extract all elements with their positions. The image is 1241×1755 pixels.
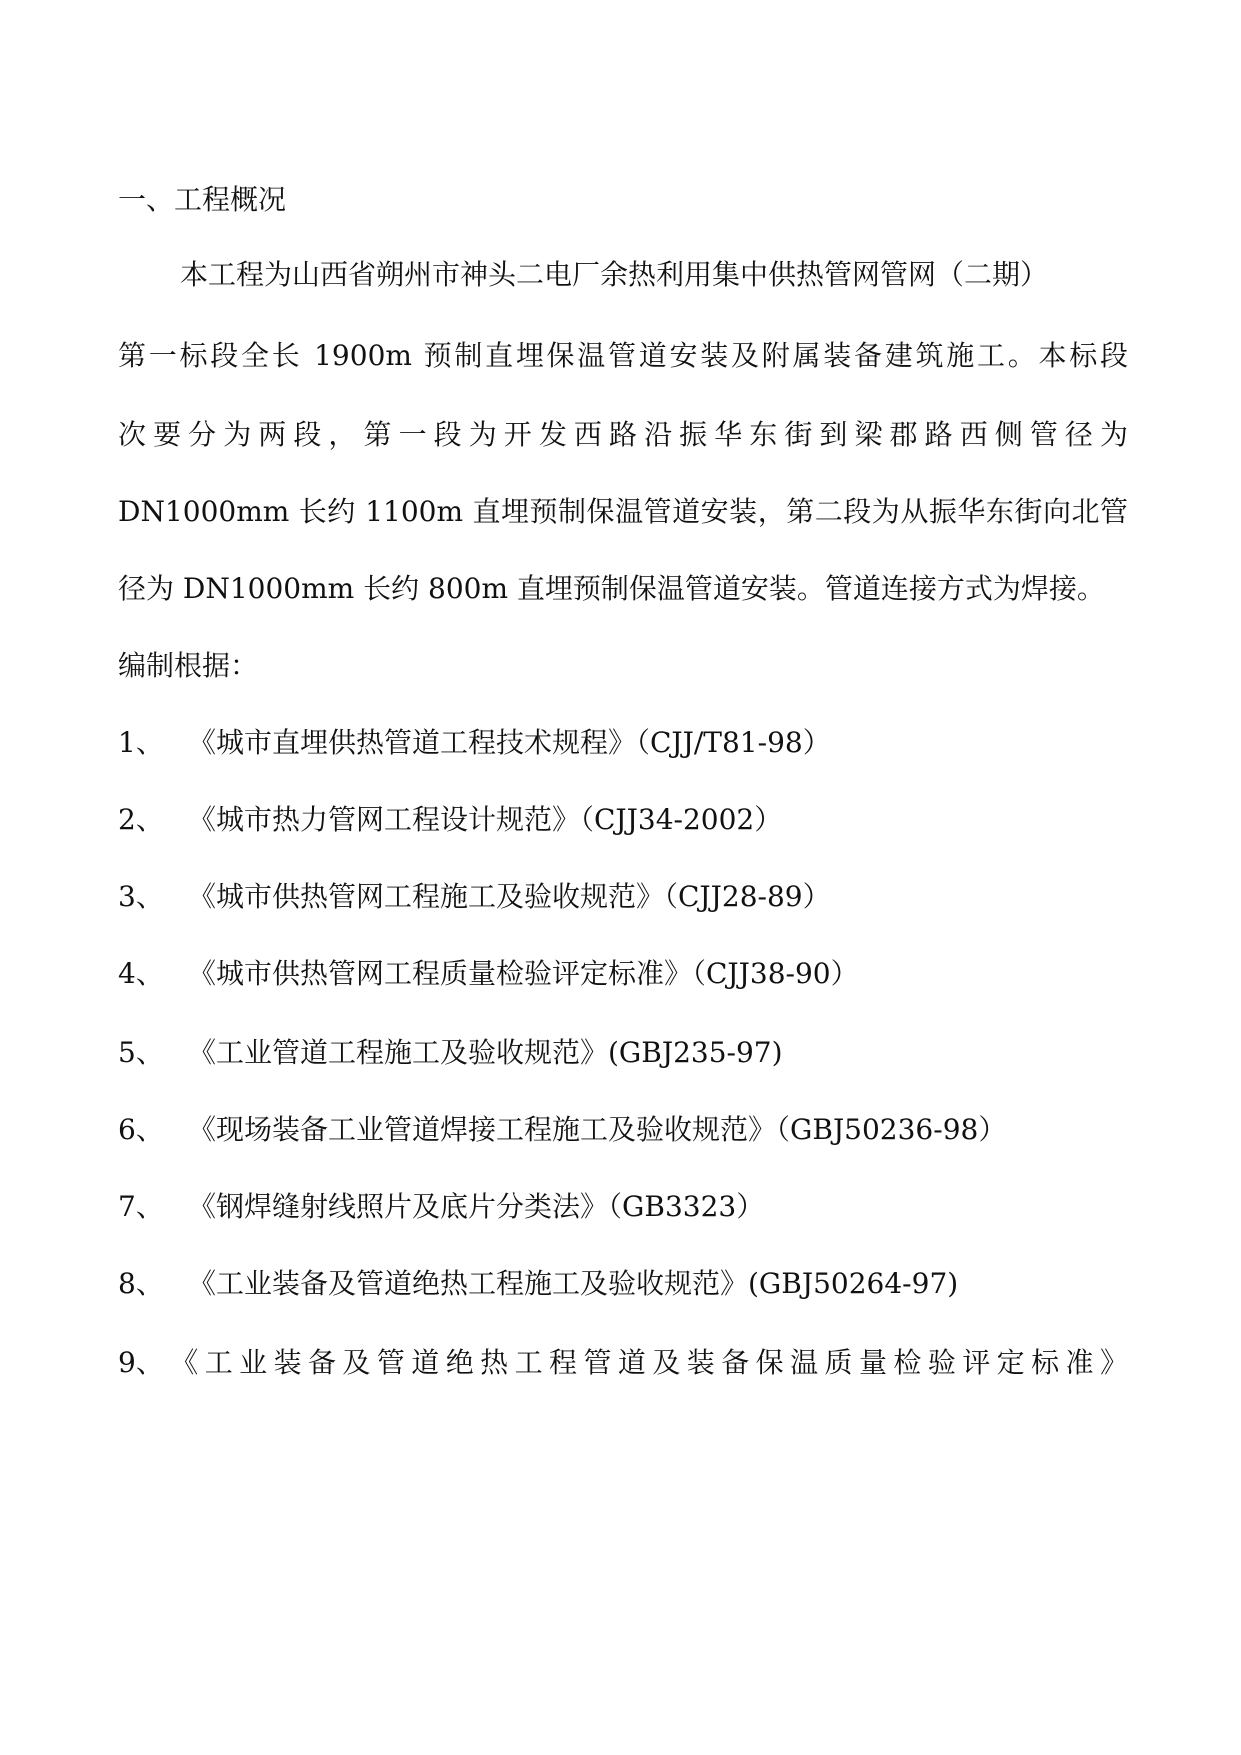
reference-item-4: [118, 954, 1128, 994]
reference-number: 6、: [118, 1113, 164, 1146]
intro-line-2: 第一标段全长 1900m 预制直埋保温管道安装及附属装备建筑施工。本标段: [118, 339, 1128, 372]
reference-number: 1、: [118, 726, 164, 759]
reference-item-8: [118, 1264, 1128, 1304]
reference-item-3: [118, 877, 1128, 917]
reference-number: 5、: [118, 1036, 164, 1069]
reference-item-7: [118, 1187, 1128, 1227]
reference-text: 《现场装备工业管道焊接工程施工及验收规范》（GBJ50236-98）: [188, 1113, 1007, 1146]
basis-heading: 编制根据：: [118, 649, 259, 682]
reference-item-9: [118, 1343, 1128, 1383]
reference-item-1: [118, 723, 1128, 763]
intro-line-3: 次要分为两段，第一段为开发西路沿振华东街到梁郡路西侧管径为: [118, 418, 1128, 451]
reference-text: 《钢焊缝射线照片及底片分类法》（GB3323）: [188, 1190, 765, 1223]
section-title: 一、工程概况: [118, 183, 287, 216]
reference-number: 2、: [118, 803, 164, 836]
reference-text: 《工业管道工程施工及验收规范》(GBJ235-97): [188, 1036, 783, 1069]
reference-text: 《城市直埋供热管道工程技术规程》（CJJ/T81-98）: [188, 726, 831, 759]
reference-item-2: [118, 800, 1128, 840]
reference-text: 《工业装备及管道绝热工程施工及验收规范》(GBJ50264-97): [188, 1267, 959, 1300]
reference-number: 3、: [118, 880, 164, 913]
intro-line-4: DN1000mm 长约 1100m 直埋预制保温管道安装，第二段为从振华东街向北管: [118, 495, 1128, 528]
reference-text: 《城市供热管网工程质量检验评定标准》（CJJ38-90）: [188, 957, 859, 990]
reference-text: 《工业装备及管道绝热工程管道及装备保温质量检验评定标准》: [163, 1346, 1128, 1379]
reference-number: 8、: [118, 1267, 164, 1300]
reference-number: 7、: [118, 1190, 164, 1223]
reference-number: 9、: [118, 1346, 164, 1379]
reference-item-6: [118, 1110, 1128, 1150]
reference-text: 《城市热力管网工程设计规范》（CJJ34-2002）: [188, 803, 783, 836]
intro-line-1: 本工程为山西省朔州市神头二电厂余热利用集中供热管网管网（二期）: [180, 258, 1049, 291]
reference-number: 4、: [118, 957, 164, 990]
reference-item-5: [118, 1033, 1128, 1073]
intro-line-5: 径为 DN1000mm 长约 800m 直埋预制保温管道安装。管道连接方式为焊接。: [118, 572, 1105, 605]
reference-text: 《城市供热管网工程施工及验收规范》（CJJ28-89）: [188, 880, 831, 913]
